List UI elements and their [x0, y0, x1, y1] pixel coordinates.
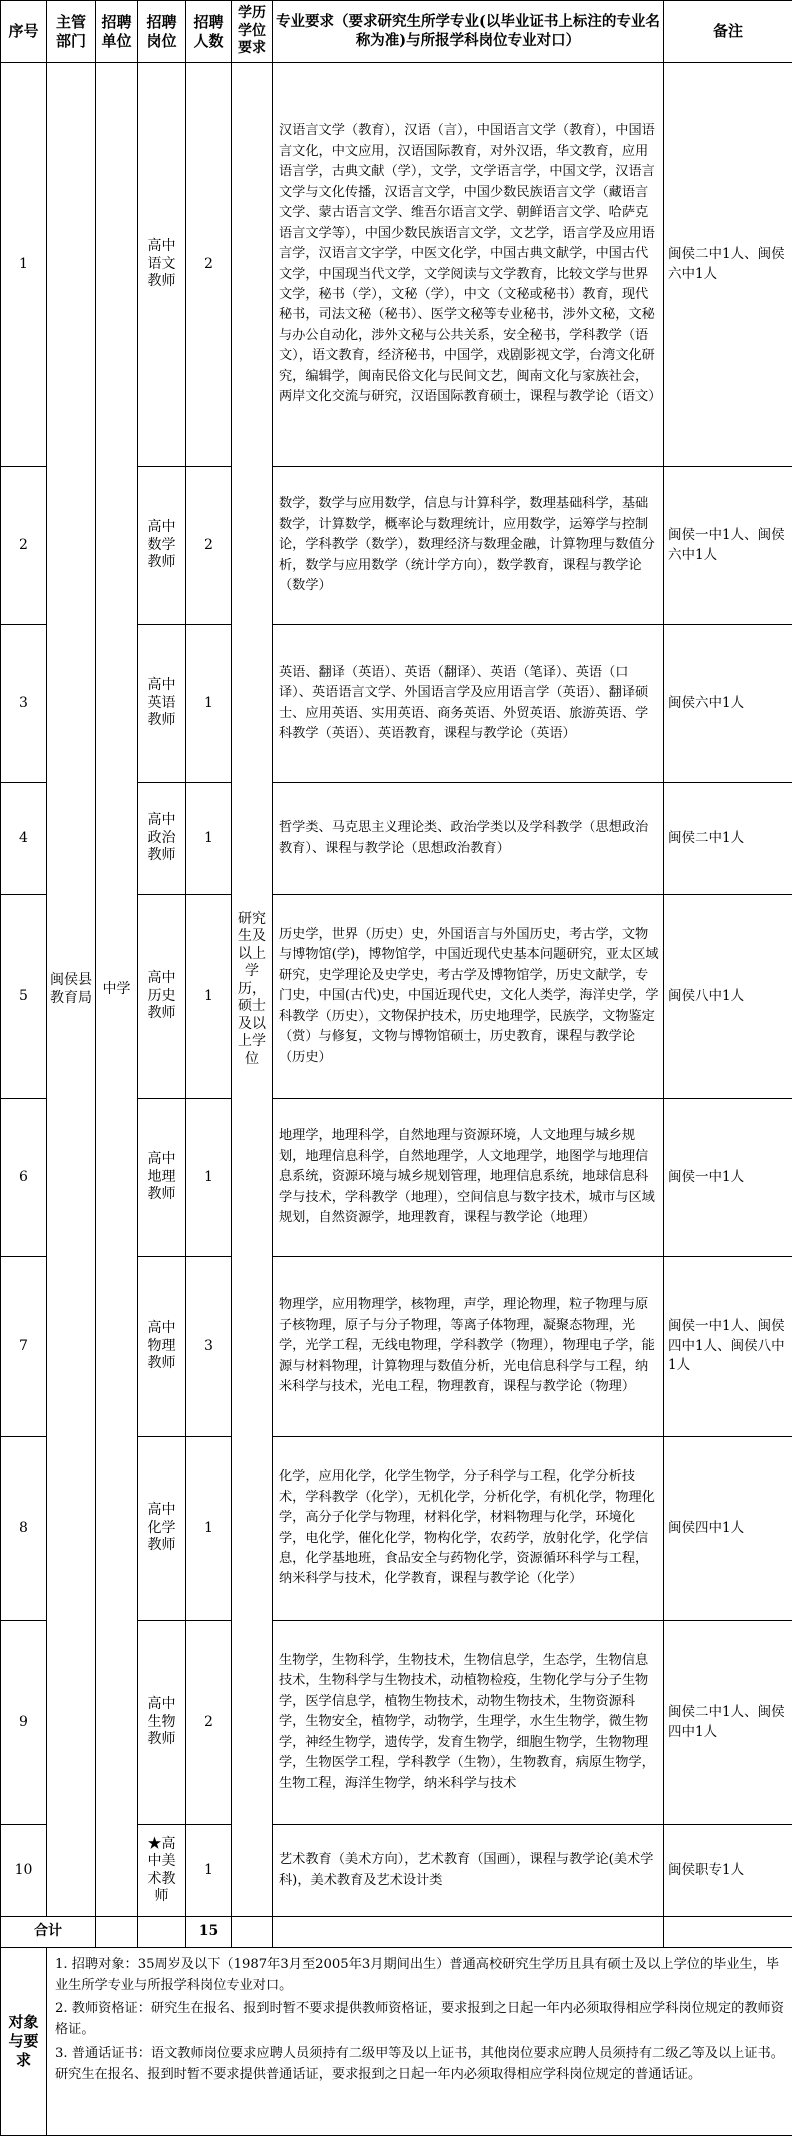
- header-row: [1, 1, 792, 63]
- total-empty: [232, 1917, 273, 1948]
- terms-item: 2. 教师资格证：研究生在报名、报到时暂不要求提供教师资格证，要求报到之日起一年内必须取得相应学科岗位规定的教师资格证。: [55, 2001, 784, 2038]
- edu-cell: 研究生及以上学历，硕士及以上学位: [232, 63, 273, 1917]
- terms-row: [1, 1948, 792, 2136]
- row-post: 高中历史教师: [138, 895, 186, 1099]
- row-count: 1: [186, 895, 232, 1099]
- header-count: 招聘人数: [186, 1, 232, 63]
- row-major: 化学，应用化学，化学生物学，分子科学与工程，化学分析技术，学科教学（化学），无机化学，分析化学，有机化学，物理化学，高分子化学与物理，材料化学，材料物理与化学，环境化学，电化学，催化化学，物构化学，农药学，放射化学，化学信息，化学基地班，食品安全与药物化学，资源循环科学与工程，纳米科学与技术，化学教育，课程与教学论（化学）: [273, 1437, 664, 1621]
- terms-content: [47, 1948, 792, 2136]
- row-count: 1: [186, 1099, 232, 1257]
- row-seq: 3: [1, 625, 47, 783]
- row-seq: 9: [1, 1621, 47, 1825]
- terms-label: 对象与要求: [1, 1948, 47, 2136]
- row-major: 物理学，应用物理学，核物理，声学，理论物理，粒子物理与原子核物理，原子与分子物理，等离子体物理，凝聚态物理，光学，光学工程，无线电物理，学科教学（物理），物理电子学，能源与材料物理，计算物理与数值分析，光电信息科学与工程，纳米科学与技术，光电工程，物理教育，课程与教学论（物理）: [273, 1257, 664, 1437]
- row-count: 1: [186, 783, 232, 895]
- row-major: 英语、翻译（英语）、英语（翻译）、英语（笔译）、英语（口译）、英语语言文学、外国语言学及应用语言学（英语）、翻译硕士、应用英语、实用英语、商务英语、外贸英语、旅游英语、学科教学（英语）、英语教育，课程与教学论（英语）: [273, 625, 664, 783]
- row-note: 闽侯四中1人: [664, 1437, 792, 1621]
- row-count: 1: [186, 1437, 232, 1621]
- row-seq: 7: [1, 1257, 47, 1437]
- row-major: 哲学类、马克思主义理论类、政治学类以及学科教学（思想政治教育）、课程与教学论（思想政治教育）: [273, 783, 664, 895]
- row-note: 闽侯二中1人、闽侯四中1人: [664, 1621, 792, 1825]
- row-note: 闽侯一中1人、闽侯六中1人: [664, 467, 792, 625]
- header-note: 备注: [664, 1, 792, 63]
- row-post: 高中语文教师: [138, 63, 186, 467]
- header-dept: 主管部门: [47, 1, 96, 63]
- total-empty: [273, 1917, 664, 1948]
- total-empty: [664, 1917, 792, 1948]
- row-count: 1: [186, 625, 232, 783]
- row-count: 3: [186, 1257, 232, 1437]
- row-post: 高中化学教师: [138, 1437, 186, 1621]
- total-empty: [96, 1917, 138, 1948]
- row-seq: 2: [1, 467, 47, 625]
- row-seq: 8: [1, 1437, 47, 1621]
- row-major: 数学，数学与应用数学，信息与计算科学，数理基础科学，基础数学，计算数学，概率论与数理统计，应用数学，运筹学与控制论，学科教学（数学），数理经济与数理金融，计算物理与数值分析，数学与应用数学（统计学方向），数学教育，课程与教学论（数学）: [273, 467, 664, 625]
- header-edu: 学历学位要求: [232, 1, 273, 63]
- row-post: 高中英语教师: [138, 625, 186, 783]
- row-count: 1: [186, 1825, 232, 1917]
- total-count: 15: [186, 1917, 232, 1948]
- row-note: 闽侯二中1人: [664, 783, 792, 895]
- row-post: 高中地理教师: [138, 1099, 186, 1257]
- header-major: 专业要求（要求研究生所学专业(以毕业证书上标注的专业名称为准)与所报学科岗位专业对口）: [273, 1, 664, 63]
- row-note: 闽侯一中1人、闽侯四中1人、闽侯八中1人: [664, 1257, 792, 1437]
- row-post: 高中生物教师: [138, 1621, 186, 1825]
- total-empty: [138, 1917, 186, 1948]
- row-post: 高中数学教师: [138, 467, 186, 625]
- total-row: [1, 1917, 792, 1948]
- row-note: 闽侯职专1人: [664, 1825, 792, 1917]
- header-unit: 招聘单位: [96, 1, 138, 63]
- row-seq: 5: [1, 895, 47, 1099]
- row-count: 2: [186, 1621, 232, 1825]
- row-seq: 1: [1, 63, 47, 467]
- terms-item: 1. 招聘对象：35周岁及以下（1987年3月至2005年3月期间出生）普通高校研究生学历且具有硕士及以上学位的毕业生，毕业生所学专业与所报学科岗位专业对口。: [55, 1957, 780, 1994]
- row-note: 闽侯二中1人、闽侯六中1人: [664, 63, 792, 467]
- row-seq: 4: [1, 783, 47, 895]
- row-major: 历史学，世界（历史）史，外国语言与外国历史，考古学，文物与博物馆(学)，博物馆学，中国近现代史基本问题研究，亚太区域研究，史学理论及史学史，考古学及博物馆学，历史文献学，专门史，中国(古代)史，中国近现代史，文化人类学，海洋史学，学科教学（历史），文物保护技术，历史地理学，民族学，文物鉴定（赏）与修复，文物与博物馆硕士，历史教育，课程与教学论（历史）: [273, 895, 664, 1099]
- row-major: 汉语言文学（教育），汉语（言），中国语言文学（教育），中国语言文化，中文应用，汉语国际教育，对外汉语，华文教育，应用语言学，古典文献（学），文学，文学语言学，中国文学，汉语言文学与文化传播，汉语言文学，中国少数民族语言文学（藏语言文学、蒙古语言文学、维吾尔语言文学、朝鲜语言文学、哈萨克语言文学等），中国少数民族语言文学，文艺学，语言学及应用语言学，汉语言文字学，中医文化学，中国古典文献学，中国古代文学，中国现当代文学，文学阅读与文学教育，比较文学与世界文学，秘书（学），文秘（学），中文（文秘或秘书）教育，现代秘书，司法文秘（秘书）、医学文秘等专业秘书，涉外文秘，文秘与办公自动化，涉外文秘与公共关系，安全秘书，学科教学（语文），语文教育，经济秘书，中国学，戏剧影视文学，台湾文化研究，编辑学，闽南民俗文化与民间文艺，闽南文化与家族社会，两岸文化交流与研究，汉语国际教育硕士，课程与教学论（语文）: [273, 63, 664, 467]
- unit-cell: 中学: [96, 63, 138, 1917]
- total-label: 合计: [1, 1917, 96, 1948]
- header-seq: 序号: [1, 1, 47, 63]
- row-count: 2: [186, 467, 232, 625]
- table-row: [1, 63, 792, 467]
- row-post: 高中政治教师: [138, 783, 186, 895]
- row-seq: 6: [1, 1099, 47, 1257]
- row-seq: 10: [1, 1825, 47, 1917]
- row-post: ★高中美术教师: [138, 1825, 186, 1917]
- row-post: 高中物理教师: [138, 1257, 186, 1437]
- terms-item: 3. 普通话证书：语文教师岗位要求应聘人员须持有二级甲等及以上证书，其他岗位要求应聘人员须持有二级乙等及以上证书。研究生在报名、报到时暂不要求提供普通话证，要求报到之日起一年内必须取得相应学科岗位规定的普通话证。: [55, 2045, 784, 2082]
- header-post: 招聘岗位: [138, 1, 186, 63]
- row-count: 2: [186, 63, 232, 467]
- row-note: 闽侯六中1人: [664, 625, 792, 783]
- row-note: 闽侯八中1人: [664, 895, 792, 1099]
- row-major: 艺术教育（美术方向），艺术教育（国画），课程与教学论(美术学科)，美术教育及艺术设计类: [273, 1825, 664, 1917]
- row-major: 地理学，地理科学，自然地理与资源环境，人文地理与城乡规划，地理信息科学，自然地理学，人文地理学，地图学与地理信息系统，资源环境与城乡规划管理，地理信息系统，地球信息科学与技术，学科教学（地理），空间信息与数字技术，城市与区域规划，自然资源学，地理教育，课程与教学论（地理）: [273, 1099, 664, 1257]
- dept-cell: 闽侯县教育局: [47, 63, 96, 1917]
- row-note: 闽侯一中1人: [664, 1099, 792, 1257]
- row-major: 生物学，生物科学，生物技术，生物信息学，生态学，生物信息技术，生物科学与生物技术，动植物检疫，生物化学与分子生物学，医学信息学，植物生物技术，动物生物技术，生物资源科学，生物安全，植物学，动物学，生理学，水生生物学，微生物学，神经生物学，遗传学，发育生物学，细胞生物学，生物物理学，生物医学工程，学科教学（生物），生物教育，病原生物学，生物工程，海洋生物学，纳米科学与技术: [273, 1621, 664, 1825]
